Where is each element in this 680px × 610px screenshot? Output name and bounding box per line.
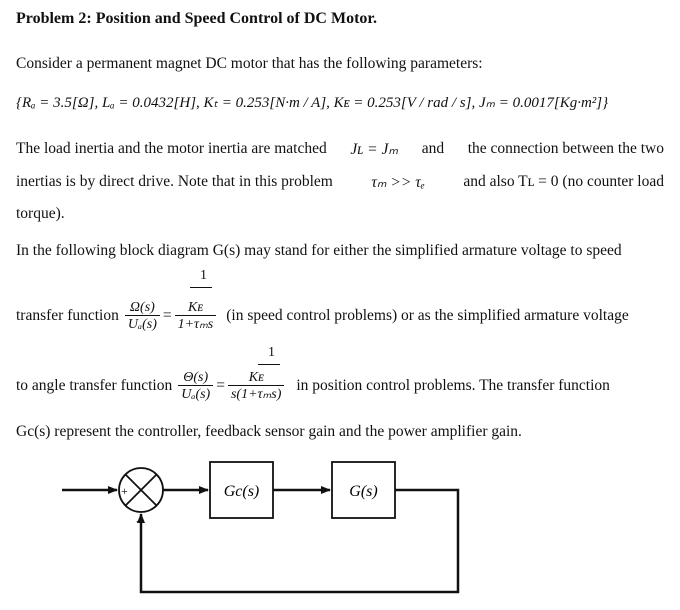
speed-tf-equals: =: [162, 307, 172, 325]
gc-block-label: Gc(s): [223, 483, 260, 500]
speed-tf-rhs-num: Kᴇ: [188, 300, 203, 315]
speed-tf-lhs-num: Ω(s): [129, 300, 155, 315]
speed-tf-prefix: transfer function: [16, 307, 119, 325]
load-line-2-b: and also Tʟ = 0 (no counter load: [463, 173, 664, 190]
plus-sign: +: [121, 484, 128, 498]
intro-text: Consider a permanent magnet DC motor that has the following parameters:: [16, 55, 483, 72]
pos-tf-rhs-num: Kᴇ: [248, 370, 264, 385]
g-block-label: G(s): [349, 483, 378, 500]
minus-sign: −: [136, 515, 144, 530]
load-line-1-and: and: [421, 140, 445, 157]
load-line-1-a: The load inertia and the motor inertia are matched: [16, 140, 327, 157]
motor-parameters: {Rₐ = 3.5[Ω], Lₐ = 0.0432[H], Kₜ = 0.253[N·m / A], Kᴇ = 0.253[V / rad / s], Jₘ = 0.0017[Kg·m²]}: [16, 95, 609, 111]
load-line-1-b: the connection between the two: [467, 140, 664, 157]
speed-tf-top-one: 1: [200, 268, 207, 283]
controller-description: Gc(s) represent the controller, feedback sensor gain and the power amplifier gain.: [16, 423, 522, 440]
load-line-3: torque).: [16, 205, 65, 222]
pos-tf-suffix: in position control problems. The transfer function: [296, 377, 610, 395]
pos-tf-prefix: to angle transfer function: [16, 377, 173, 395]
speed-tf-suffix: (in speed control problems) or as the simplified armature voltage: [226, 307, 629, 325]
pos-tf-top-one: 1: [268, 345, 275, 360]
tau-condition-expr: τₘ >> τₑ: [371, 174, 425, 191]
pos-tf-equals: =: [216, 377, 225, 395]
pos-tf-lhs-num: Θ(s): [183, 370, 209, 385]
inertia-match-expr: Jʟ = Jₘ: [350, 141, 399, 158]
speed-tf-lhs-den: Uₐ(s): [125, 315, 160, 332]
pos-tf-rhs-den: s(1+τₘs): [228, 385, 284, 402]
pos-tf-lhs-den: Uₐ(s): [178, 385, 213, 402]
block-diagram-intro-text: In the following block diagram G(s) may stand for either the simplified armature voltage to speed: [16, 242, 622, 259]
speed-tf-rhs-den: 1+τₘs: [175, 315, 217, 332]
feedback-path: [141, 490, 458, 592]
problem-title: Problem 2: Position and Speed Control of DC Motor.: [16, 10, 378, 27]
load-line-2-a: inertias is by direct drive. Note that in this problem: [16, 173, 333, 190]
